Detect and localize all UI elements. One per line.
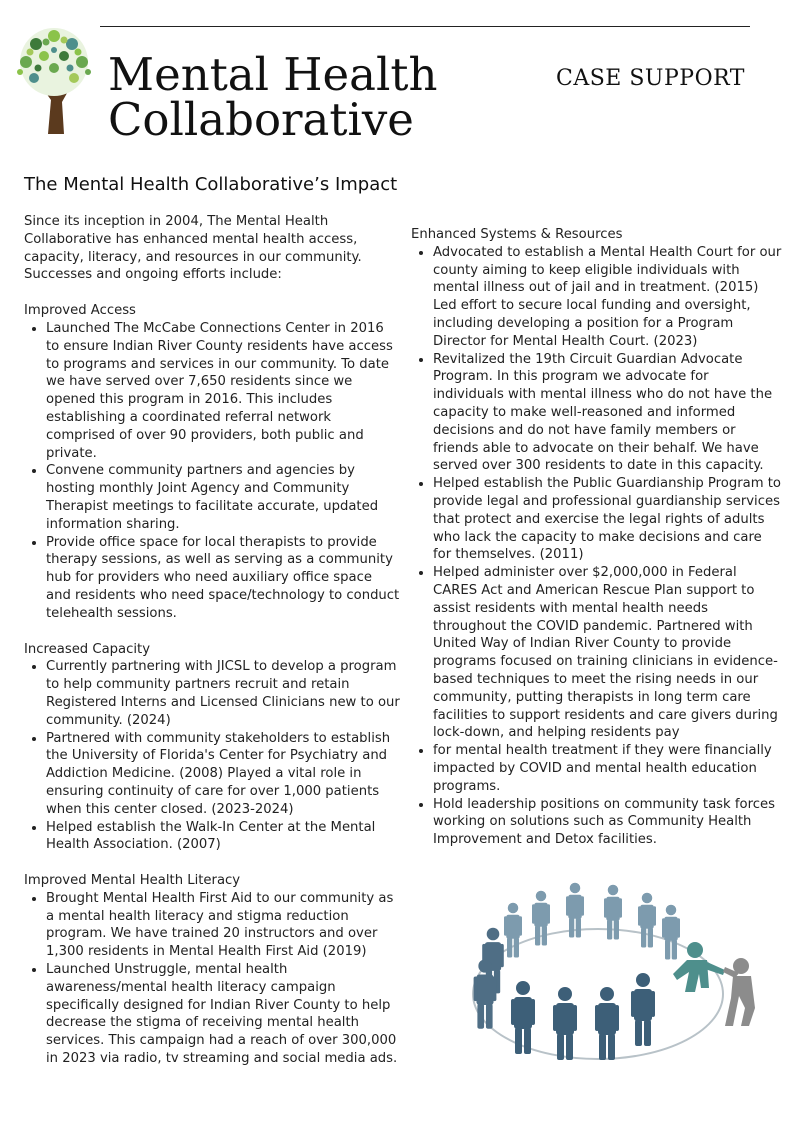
brand-title	[108, 48, 438, 146]
list-item: • Helped establish the Public Guardianship Program to provide legal and professional guardianship services that protect and exercise the legal rights of adults who lack the capacity to make decisions and care for themselves. (2011)	[433, 475, 783, 564]
list-item: • Launched The McCabe Connections Center in 2016 to ensure Indian River County residents have access to programs and services in our community. To date we have served over 7,650 residents since we opened this program in 2016. This includes establishing a coordinated referral network comprised of over 90 providers, both public and private.	[46, 320, 400, 462]
list-item: • Launched Unstruggle, mental health awareness/mental health literacy campaign specifically designed for Indian River County to help decrease the stigma of receiving mental health services. This campaign had a reach of over 300,000 in 2023 via radio, tv streaming and social media ads.	[46, 961, 400, 1068]
intro-paragraph: Since its inception in 2004, The Mental Health Collaborative has enhanced mental health access, capacity, literacy, and resources in our community. Successes and ongoing efforts include:	[24, 214, 362, 283]
systems-list	[411, 244, 783, 849]
systems-heading: Enhanced Systems & Resources	[411, 227, 623, 242]
list-item: • Hold leadership positions on community task forces working on solutions such as Community Health Improvement and Detox facilities.	[433, 796, 783, 849]
literacy-list	[24, 890, 400, 1068]
list-item-text: to our community as a mental health literacy and stigma reduction program. We have trained 20 instructors and over 1,300 residents in Mental Health First Aid (2019)	[46, 890, 394, 960]
list-item	[46, 890, 400, 961]
improved-access-heading: Improved Access	[24, 303, 136, 319]
list-item: • Currently partnering with JICSL to develop a program to help community partners recruit and retain Registered Interns and Licensed Clinicians new to our community. (2024)	[46, 658, 400, 729]
tree-logo-icon	[8, 22, 100, 134]
increased-capacity-list	[24, 658, 400, 854]
list-item: • Helped establish the Walk-In Center at the Mental Health Association. (2007)	[46, 819, 400, 855]
list-item-text: Brought	[46, 890, 103, 906]
case-support-label: CASE SUPPORT	[556, 66, 745, 91]
list-item: • Advocated to establish a Mental Health Court for our county aiming to keep eligible individuals with mental illness out of jail and in treatment. (2015) Led effort to secure local funding and oversight, including developing a position for a Program Director for Mental Health Court. (2023)	[433, 244, 783, 351]
list-item: • Revitalized the 19th Circuit Guardian Advocate Program. In this program we advocate for individuals with mental illness who do not have the capacity to make well-reasoned and informed decisions and do not have family members or friends able to advocate on their behalf. We have served over 300 residents to date in this capacity.	[433, 351, 783, 476]
literacy-heading: Improved Mental Health Literacy	[24, 873, 241, 889]
community-circle-illustration	[463, 876, 793, 1076]
header-rule	[100, 26, 750, 27]
improved-access-list	[24, 320, 400, 623]
brand-title-line-2: Collaborative	[108, 93, 414, 146]
list-item: • Helped administer over $2,000,000 in Federal CARES Act and American Rescue Plan support to assist residents with mental health needs throughout the COVID pandemic. Partnered with United Way of Indian River County to provide programs focused on training clinicians in evidence-based techniques to meet the rising needs in our community, putting therapists in long term care facilities to support residents and care givers during lock-down, and helping residents pay	[433, 564, 783, 742]
mhfa-link[interactable]: Mental Health First Aid	[102, 890, 253, 906]
increased-capacity-heading: Increased Capacity	[24, 641, 151, 657]
list-item: • Convene community partners and agencies by hosting monthly Joint Agency and Community Therapist meetings to facilitate accurate, updated information sharing.	[46, 462, 400, 533]
left-column	[24, 213, 400, 1068]
impact-heading: The Mental Health Collaborative’s Impact	[24, 174, 398, 195]
list-item: • Partnered with community stakeholders to establish the University of Florida's Center for Psychiatry and Addiction Medicine. (2008) Played a vital role in ensuring continuity of care for over 1,000 patients when this center closed. (2023-2024)	[46, 730, 400, 819]
list-item: • for mental health treatment if they were financially impacted by COVID and mental health education programs.	[433, 742, 783, 795]
brand-title-line-1: Mental Health	[108, 48, 438, 101]
list-item: • Provide office space for local therapists to provide therapy sessions, as well as serving as a community hub for providers who need auxiliary office space and residents who need space/technology to conduct telehealth sessions.	[46, 534, 400, 623]
right-column	[411, 226, 783, 849]
